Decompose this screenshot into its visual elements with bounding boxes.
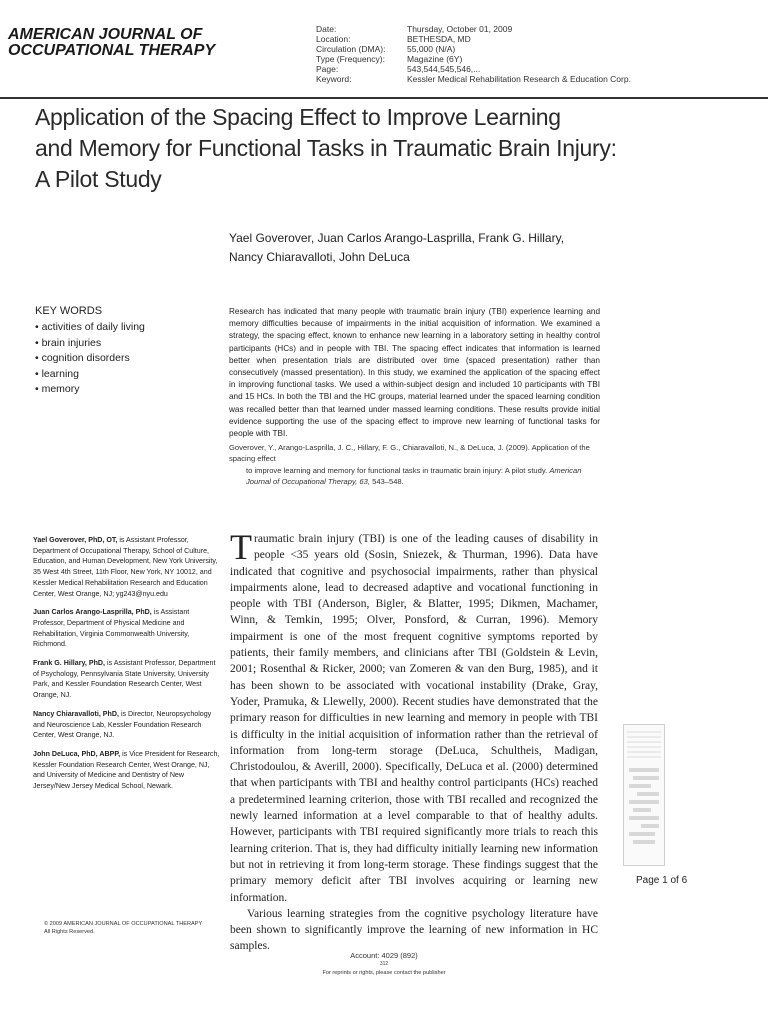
authors-line2: Nancy Chiaravalloti, John DeLuca [229, 250, 410, 264]
journal-title-line2: OCCUPATIONAL THERAPY [8, 42, 216, 59]
keyword-item: • brain injuries [35, 336, 145, 352]
header-divider [0, 97, 768, 99]
meta-value-circulation: 55,000 (N/A) [407, 44, 456, 54]
meta-labels [316, 24, 385, 84]
bio-text: is Vice President for Research, Kessler Foundation Research Center, West Orange, NJ, and University of Medicine and Dentistry of New Jersey/New Jersey Medical School, Newark. [33, 749, 220, 791]
meta-label-keyword: Keyword: [316, 74, 352, 84]
keywords-heading: KEY WORDS [35, 305, 103, 317]
journal-title [8, 27, 215, 59]
meta-label-circulation: Circulation (DMA): [316, 44, 386, 54]
citation-pages: 543–548. [372, 476, 404, 486]
keyword-item: • cognition disorders [35, 351, 145, 367]
page-indicator: Page 1 of 6 [636, 875, 688, 886]
meta-label-type: Type (Frequency): [316, 54, 385, 64]
body-paragraph-2: Various learning strategies from the cognitive psychology literature have been shown to significantly improve the learning of new information in HC samples. [230, 907, 598, 953]
account-info: Account: 4029 (892) [350, 951, 418, 960]
article-title-line3: A Pilot Study [35, 166, 162, 192]
bio-name: John DeLuca, PhD, ABPP, [33, 749, 121, 758]
bio-hillary [33, 658, 223, 701]
meta-values [407, 24, 631, 84]
body-paragraph-1 [230, 527, 598, 906]
body-paragraph-1-text: raumatic brain injury (TBI) is one of the leading causes of disability in people <35 years old (Sosin, Sniezek, & Thurman, 1996). Data have indicated that cognitive and psychosocial impairments, rather than physical impairments alone, lead to decreased adaptive and vocational functioning in people with TBI (Anderson, Bigler, & Blatter, 1995; Dikmen, Machamer, Winn, & Temkin, 1995; Olver, Ponsford, & Curran, 1996). Memory impairment is one of the most frequent cognitive symptoms reported by patients, their family members, and clinicians after TBI (Goldstein & Levin, 2001; Rosenthal & Ricker, 2000; van Zomeren & van den Burg, 1985), and it has been shown to be associated with vocational instability (Drake, Gray, Yoder, Pramuka, & Llewelly, 2000). Recent studies have demonstrated that the primary reason for difficulties in new learning and memory in people with TBI is difficulty in the initial acquisition of information rather than the retrieval of information from long-term storage (DeLuca, Schultheis, Madigan, Christodoulou, & Averill, 2000). Specifically, DeLuca et al. (2000) determined that when participants with TBI and healthy control participants (HCs) reached a predetermined learning criterion, those with TBI recalled and recognized the newly learned information at a level comparable to that of healthy adults. However, participants with TBI required significantly more trials to reach this learning criterion. That is, they had difficulty initially learning new information but not in retrieving it from long-term storage. These findings suggest that the primary memory deficit after TBI involves acquiring or learning new information. [230, 533, 598, 904]
meta-label-page: Page: [316, 64, 339, 74]
reprints-notice: For reprints or rights, please contact the publisher [322, 970, 446, 976]
article-title-line1: Application of the Spacing Effect to Improve Learning [35, 104, 561, 130]
meta-label-location: Location: [316, 34, 351, 44]
bio-deluca [33, 749, 223, 792]
keyword-item: • memory [35, 382, 145, 398]
authors-line1: Yael Goverover, Juan Carlos Arango-Lasprilla, Frank G. Hillary, [229, 231, 565, 245]
bio-text: is Director, Neuropsychology and Neuroscience Lab, Kessler Foundation Research Center, West Orange, NJ. [33, 709, 212, 740]
article-title [35, 102, 675, 195]
bio-name: Juan Carlos Arango-Lasprilla, PhD, [33, 608, 152, 617]
drop-cap: T [230, 527, 252, 567]
copyright [44, 920, 202, 936]
journal-title-line1: AMERICAN JOURNAL OF [8, 26, 203, 43]
keywords-list [35, 320, 145, 398]
bio-name: Yael Goverover, PhD, OT, [33, 536, 118, 544]
citation-line1: Goverover, Y., Arango-Lasprilla, J. C., Hillary, F. G., Chiaravalloti, N., & DeLuca, J. (2009). Application of the spacing effect [229, 443, 590, 464]
meta-value-location: BETHESDA, MD [407, 34, 471, 44]
citation-line2: to improve learning and memory for functional tasks in traumatic brain injury: A pilot study. [246, 465, 548, 475]
keyword-item: • learning [35, 367, 145, 383]
bio-chiaravalloti [33, 709, 223, 741]
citation [229, 442, 600, 487]
meta-value-type: Magazine (6Y) [407, 54, 463, 64]
footer-code: 312 [379, 961, 389, 967]
bio-text: is Assistant Professor, Department of Occupational Therapy, School of Culture, Education, and Human Development, New York University, 35 West 4th Street, 11th Floor, New York, NY 10012, and Kessler Medical Rehabilitation Research and Education Center, West Orange, NJ; yg243@nyu.edu [33, 536, 218, 598]
bio-arango [33, 607, 223, 650]
article-title-line2: and Memory for Functional Tasks in Traumatic Brain Injury: [35, 135, 617, 161]
citation-continuation [229, 465, 600, 488]
meta-label-date: Date: [316, 24, 337, 34]
bio-goverover [33, 535, 223, 599]
bio-text: is Assistant Professor, Department of Physical Medicine and Rehabilitation, Virginia Commonwealth University, Richmond. [33, 608, 190, 649]
meta-value-keyword: Kessler Medical Rehabilitation Research & Education Corp. [407, 74, 631, 84]
bio-name: Frank G. Hillary, PhD, [33, 659, 106, 668]
citation-journal: American Journal of Occupational Therapy, 63, [246, 465, 582, 486]
bio-name: Nancy Chiaravalloti, PhD, [33, 709, 119, 718]
author-bios [33, 535, 223, 800]
copyright-line1: © 2009 AMERICAN JOURNAL OF OCCUPATIONAL THERAPY [44, 921, 203, 927]
meta-value-page: 543,544,545,546,... [407, 64, 481, 74]
keyword-item: • activities of daily living [35, 320, 145, 336]
body-text [230, 527, 598, 955]
copyright-line2: All Rights Reserved. [44, 929, 95, 935]
meta-value-date: Thursday, October 01, 2009 [407, 24, 513, 34]
page-thumbnail[interactable] [623, 724, 665, 866]
abstract: Research has indicated that many people with traumatic brain injury (TBI) experience learning and memory difficulties because of impairments in the initial acquisition of information. We examined a strategy, the spacing effect, known to enhance new learning in a laboratory setting in healthy control participants (HCs) and in people with TBI. The spacing effect indicates that information is learned better when presentation trials are distributed over time (spaced presentation) rather than consecutively (massed presentation). In this study, we examined the application of the spacing effect in improving functional tasks. We used a within-subject design and included 10 participants with TBI and 15 HCs. In both the TBI and the HC groups, material learned under the spaced learning condition was recalled better than that learned under massed learning conditions. These results provide initial evidence supporting the use of the spacing effect to improve new learning of functional tasks for people with TBI. [229, 307, 600, 439]
bio-text: is Assistant Professor, Department of Psychology, Pennsylvania State University, University Park, and Kessler Foundation Research Center, West Orange, NJ. [33, 659, 216, 700]
author-list [229, 229, 649, 267]
